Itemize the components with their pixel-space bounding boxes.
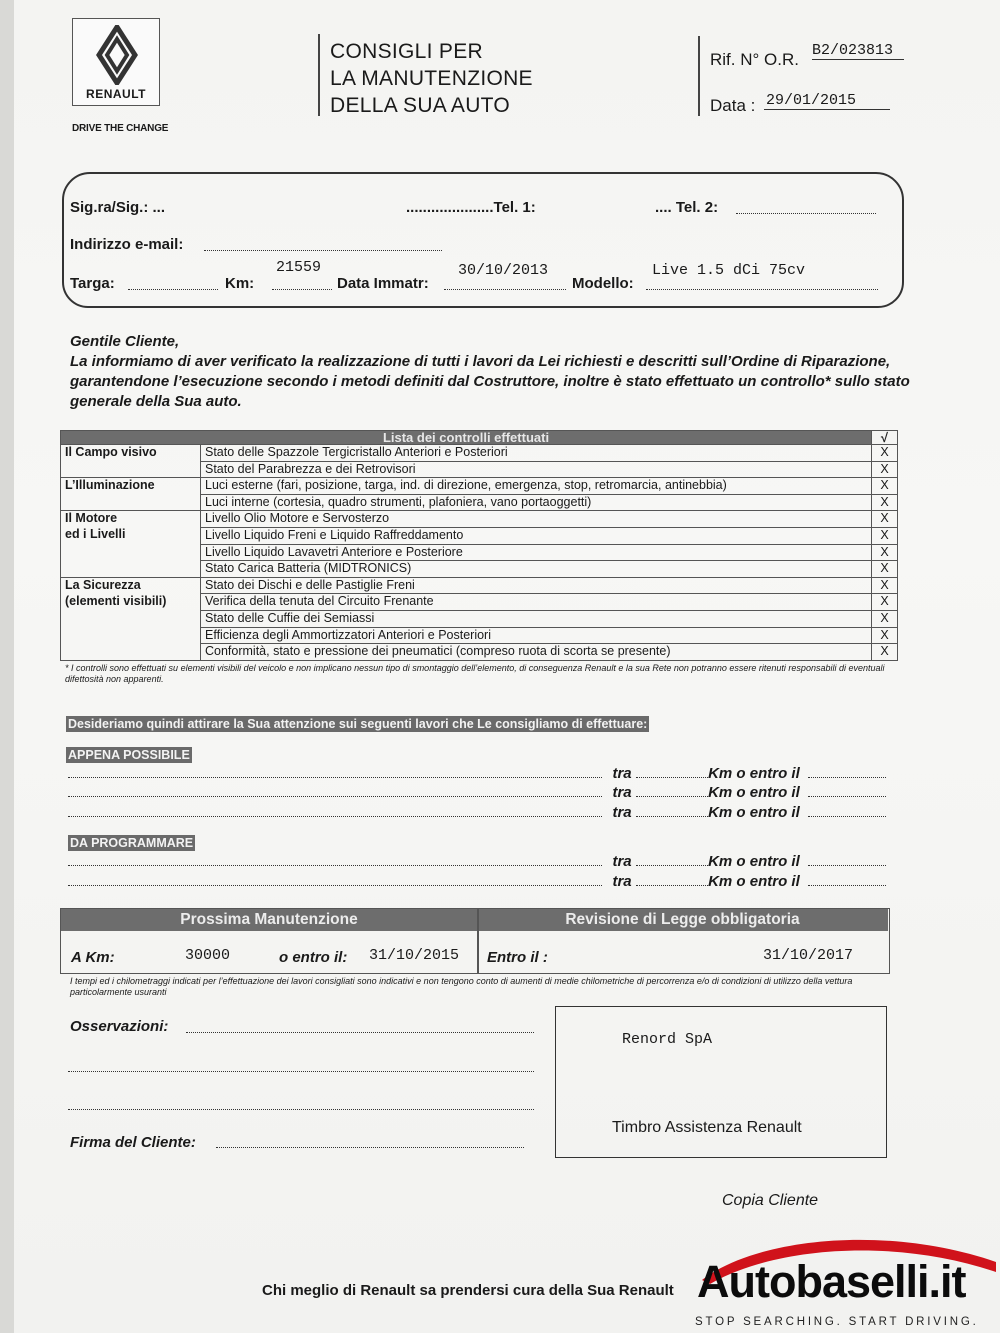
table-row: Il Campo visivo Stato delle Spazzole Tergicristallo Anteriori e Posteriori X xyxy=(61,445,898,462)
check-mark: X xyxy=(872,594,898,611)
table-row: ed i Livelli Livello Liquido Freni e Liquido Raffreddamento X xyxy=(61,527,898,544)
controls-header: Lista dei controlli effettuati xyxy=(61,431,872,445)
date-label: Data : xyxy=(710,96,756,115)
check-mark: X xyxy=(872,610,898,627)
header-divider xyxy=(698,36,700,116)
observations-line xyxy=(186,1019,534,1033)
next-maintenance-header: Prossima Manutenzione xyxy=(61,909,477,931)
table-row: Livello Liquido Lavavetri Anteriore e Posteriore X xyxy=(61,544,898,561)
km-value: 21559 xyxy=(276,259,322,276)
footer-slogan: Chi meglio di Renault sa prendersi cura della Sua Renault xyxy=(262,1282,674,1299)
email-field xyxy=(204,237,442,251)
km-label: Km: xyxy=(225,275,255,292)
observations-line xyxy=(68,1096,534,1110)
signature-line xyxy=(216,1134,524,1148)
dealer-stamp-box xyxy=(555,1006,887,1158)
brand-tagline: DRIVE THE CHANGE xyxy=(72,123,169,134)
signature-label: Firma del Cliente: xyxy=(70,1134,196,1151)
category-label: ed i Livelli xyxy=(61,527,201,544)
program-label: DA PROGRAMMARE xyxy=(70,836,194,850)
watermark-tagline: STOP SEARCHING. START DRIVING. xyxy=(695,1316,979,1328)
dealer-name: Renord SpA xyxy=(622,1031,713,1048)
tel1-field: .....................Tel. 1: xyxy=(406,199,536,216)
tel2-field xyxy=(736,200,876,214)
asap-label: APPENA POSSIBILE xyxy=(68,748,190,762)
table-row: Il Motore Livello Olio Motore e Servosterzo X xyxy=(61,511,898,528)
category-label: Il Campo visivo xyxy=(61,445,201,462)
table-row: (elementi visibili) Verifica della tenuta del Circuito Frenante X xyxy=(61,594,898,611)
entro-value: 31/10/2015 xyxy=(369,947,460,964)
table-row: Stato Carica Batteria (MIDTRONICS) X xyxy=(61,561,898,578)
asap-row: tra Km o entro il xyxy=(68,764,886,783)
category-label: L’Illuminazione xyxy=(61,478,201,495)
check-mark: X xyxy=(872,527,898,544)
observations-line xyxy=(68,1058,534,1072)
watermark-site: Autobaselli.it xyxy=(697,1256,966,1307)
targa-field xyxy=(128,276,218,290)
check-mark: X xyxy=(872,511,898,528)
rif-value: B2/023813 xyxy=(812,42,904,60)
check-mark: X xyxy=(872,478,898,495)
maintenance-note: I tempi ed i chilometraggi indicati per l’effettuazione dei lavori consigliati sono indicativi e non tengono conto di aumenti di medie chilometriche di percorrenza e/o di condizioni di utilizzo della vettura particolarmente usuranti xyxy=(70,976,853,997)
akm-label: A Km: xyxy=(71,949,115,966)
category-label: (elementi visibili) xyxy=(61,594,201,611)
table-row: Stato delle Cuffie dei Semiassi X xyxy=(61,610,898,627)
copy-label: Copia Cliente xyxy=(722,1192,819,1209)
modello-label: Modello: xyxy=(572,275,634,292)
immatr-label: Data Immatr: xyxy=(337,275,429,292)
email-label: Indirizzo e-mail: xyxy=(70,236,184,253)
renault-logo xyxy=(72,18,160,106)
stamp-label: Timbro Assistenza Renault xyxy=(612,1119,802,1136)
controls-footnote: * I controlli sono effettuati su elementi visibili del veicolo e non implicano nessun tipo di smontaggio dell’elemento, di conseguenza Renault e la sua Rete non potranno essere ritenuti responsabili di eventuali difettosità non apparenti. xyxy=(65,663,885,684)
table-row: Luci interne (cortesia, quadro strumenti, plafoniera, vano portaoggetti) X xyxy=(61,494,898,511)
check-mark: X xyxy=(872,445,898,462)
check-mark: X xyxy=(872,561,898,578)
table-row: Efficienza degli Ammortizzatori Anteriori e Posteriori X xyxy=(61,627,898,644)
check-header: √ xyxy=(872,431,898,445)
client-name-label: Sig.ra/Sig.: ... xyxy=(70,199,166,216)
rif-label: Rif. N° O.R. xyxy=(710,50,799,69)
check-mark: X xyxy=(872,544,898,561)
check-mark: X xyxy=(872,577,898,594)
date-value: 29/01/2015 xyxy=(764,92,890,110)
targa-label: Targa: xyxy=(70,275,115,292)
check-mark: X xyxy=(872,494,898,511)
km-field xyxy=(272,276,332,290)
program-row: tra Km o entro il xyxy=(68,852,886,871)
check-mark: X xyxy=(872,644,898,661)
category-label: Il Motore xyxy=(61,511,201,528)
table-row: La Sicurezza Stato dei Dischi e delle Pastiglie Freni X xyxy=(61,577,898,594)
logo-wordmark: RENAULT xyxy=(86,87,146,101)
asap-row: tra Km o entro il xyxy=(68,803,886,822)
legal-entro-value: 31/10/2017 xyxy=(763,947,854,964)
header-divider xyxy=(318,34,320,116)
akm-value: 30000 xyxy=(185,947,231,964)
legal-revision-header: Revisione di Legge obbligatoria xyxy=(477,909,888,931)
check-mark: X xyxy=(872,627,898,644)
maintenance-box xyxy=(60,908,890,974)
check-mark: X xyxy=(872,461,898,478)
observations-label: Osservazioni: xyxy=(70,1018,169,1035)
table-row: Stato del Parabrezza e dei Retrovisori X xyxy=(61,461,898,478)
page-title: CONSIGLI PER LA MANUTENZIONE DELLA SUA AUTO xyxy=(330,40,533,117)
works-intro-banner: Desideriamo quindi attirare la Sua attenzione sui seguenti lavori che Le consigliamo di effettuare: xyxy=(68,717,648,731)
tel2-label: .... Tel. 2: xyxy=(655,199,719,216)
immatr-value: 30/10/2013 xyxy=(458,262,549,279)
legal-entro-label: Entro il : xyxy=(487,949,548,966)
table-row: Conformità, stato e pressione dei pneumatici (compreso ruota di scorta se presente) X xyxy=(61,644,898,661)
asap-row: tra Km o entro il xyxy=(68,783,886,802)
renault-diamond-icon xyxy=(87,25,147,85)
intro-text: Gentile Cliente, La informiamo di aver verificato la realizzazione di tutti i lavori da Lei richiesti e descritti sull’Ordine di Riparazione, garantendone l’esecuzione secondo i metodi definiti dal Costruttore, inoltre è stato effettuato un controllo* sullo stato generale della Sua auto. xyxy=(70,333,910,410)
table-row: L’Illuminazione Luci esterne (fari, posizione, targa, ind. di direzione, emergenza, stop, retromarcia, antinebbia) X xyxy=(61,478,898,495)
program-row: tra Km o entro il xyxy=(68,872,886,891)
modello-value: Live 1.5 dCi 75cv xyxy=(652,262,806,279)
entro-label: o entro il: xyxy=(279,949,348,966)
category-label: La Sicurezza xyxy=(61,577,201,594)
controls-table xyxy=(60,430,898,661)
